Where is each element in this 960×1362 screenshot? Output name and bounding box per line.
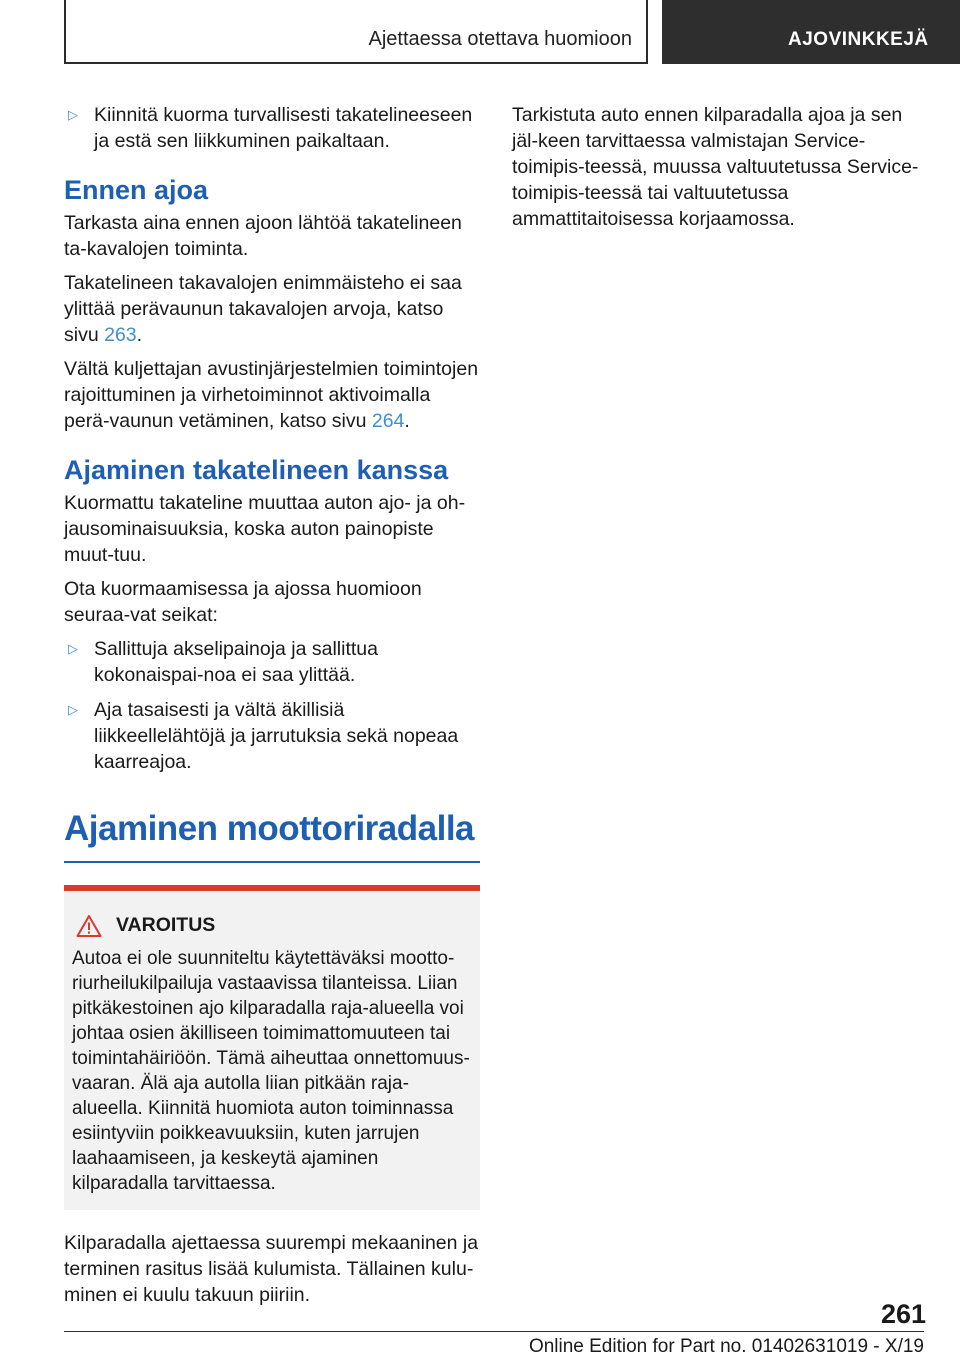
warning-box bbox=[64, 885, 480, 1210]
section-heading-ennen-ajoa: Ennen ajoa bbox=[64, 175, 209, 205]
paragraph bbox=[64, 356, 480, 434]
paragraph-text: Takatelineen takavalojen enimmäisteho ei saa ylittää perävaunun takavalojen arvoja, katso sivu bbox=[64, 272, 462, 346]
page-number: 261 bbox=[880, 1299, 926, 1329]
left-column bbox=[64, 102, 480, 1316]
warning-triangle-icon bbox=[76, 914, 102, 938]
list-item-text: Sallittuja akselipainoja ja sallittua kokonaispai-noa ei saa ylittää. bbox=[94, 638, 378, 686]
paragraph bbox=[64, 270, 480, 348]
header-chapter-tab: AJOVINKKEJÄ bbox=[662, 0, 960, 64]
list-item bbox=[64, 697, 480, 775]
footer-edition-text: Online Edition for Part no. 01402631019 - X/19 bbox=[528, 1336, 924, 1357]
paragraph: Tarkistuta auto ennen kilparadalla ajoa ja sen jäl-keen tarvittaessa valmistajan Service-toimipis-teessä, muussa valtuutetussa Service-toimipis-teessä tai valtuutetussa ammattitaitoisessa korjaamossa. bbox=[512, 104, 919, 230]
warning-title-row bbox=[72, 913, 472, 938]
triangle-right-icon: ▷ bbox=[68, 702, 78, 717]
footer-divider bbox=[64, 1331, 924, 1332]
list-item bbox=[64, 102, 480, 154]
paragraph: Kuormattu takateline muuttaa auton ajo- ja oh-jausominaisuuksia, koska auton painopiste muut-tuu. bbox=[64, 492, 466, 566]
chapter-heading-moottoriradalla: Ajaminen moottoriradalla bbox=[64, 807, 480, 863]
section-heading-takateline: Ajaminen takatelineen kanssa bbox=[64, 455, 449, 485]
right-column bbox=[512, 102, 928, 240]
header-section-box bbox=[64, 0, 648, 64]
page-link-263[interactable]: 263 bbox=[104, 324, 137, 346]
paragraph: Tarkasta aina ennen ajoon lähtöä takatelineen ta-kavalojen toiminta. bbox=[64, 212, 462, 260]
list-item bbox=[64, 636, 480, 688]
header-section-title: Ajettaessa otettava huomioon bbox=[368, 28, 632, 50]
warning-text: Autoa ei ole suunniteltu käytettäväksi mootto-riurheilukilpailuja vastaavissa tilanteissa. Liian pitkäkestoinen ajo kilparadalla raja-alueella voi johtaa osien äkilliseen toimimattomuuteen tai toimintahäiriöön. Tämä aiheuttaa onnettomuus-vaaran. Älä aja autolla liian pitkään raja-alueella. Kiinnitä huomiota auton toiminnassa esiintyviin poikkeavuuksiin, kuten jarrujen laahaamiseen, ja keskeytä ajaminen kilparadalla tarvittaessa. bbox=[72, 948, 470, 1194]
paragraph: Ota kuormaamisessa ja ajossa huomioon seuraa-vat seikat: bbox=[64, 578, 422, 626]
triangle-right-icon: ▷ bbox=[68, 641, 78, 656]
warning-title: VAROITUS bbox=[116, 914, 216, 936]
list-item-text: Aja tasaisesti ja vältä äkillisiä liikkeellelähtöjä ja jarrutuksia sekä nopeaa kaarreajoa. bbox=[94, 699, 459, 773]
page-link-264[interactable]: 264 bbox=[371, 410, 405, 432]
paragraph: Kilparadalla ajettaessa suurempi mekaaninen ja terminen rasitus lisää kulumista. Tällainen kulu-minen ei kuulu takuun piiriin. bbox=[64, 1232, 479, 1306]
list-item-text: Kiinnitä kuorma turvallisesti takatelineeseen ja estä sen liikkuminen paikaltaan. bbox=[94, 104, 473, 152]
paragraph-end: . bbox=[404, 410, 410, 432]
triangle-right-icon: ▷ bbox=[68, 107, 78, 122]
paragraph-text: Vältä kuljettajan avustinjärjestelmien toimintojen rajoittuminen ja virhetoiminnot aktivoimalla perä-vaunun vetäminen, katso sivu bbox=[64, 358, 479, 432]
paragraph-end: . bbox=[136, 324, 143, 346]
